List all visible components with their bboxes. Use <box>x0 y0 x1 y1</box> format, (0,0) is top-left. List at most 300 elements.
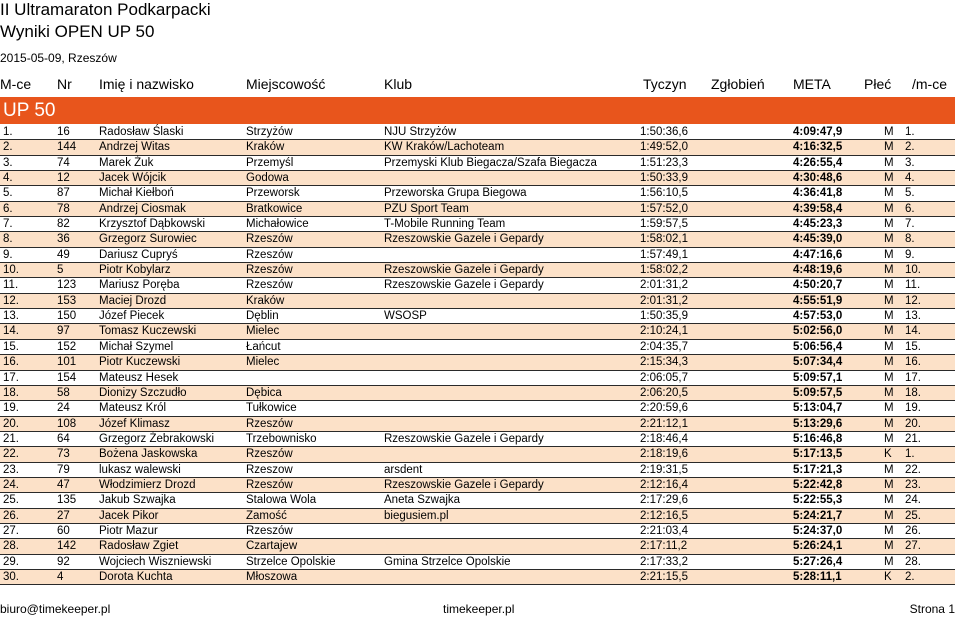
cell-tyczyn-time: 2:17:33,2 <box>640 555 688 568</box>
cell-tyczyn-time: 1:51:23,3 <box>640 156 688 169</box>
cell-gender-place: 6. <box>905 202 915 215</box>
cell-city: Trzebownisko <box>246 432 317 445</box>
cell-tyczyn-time: 2:04:35,7 <box>640 340 688 353</box>
cell-gender-place: 4. <box>905 172 915 185</box>
cell-city: Kraków <box>246 141 285 154</box>
table-row <box>0 493 955 508</box>
cell-place: 26. <box>3 509 19 522</box>
cell-finish-time: 5:24:37,0 <box>793 524 843 537</box>
cell-tyczyn-time: 2:06:05,7 <box>640 371 688 384</box>
cell-finish-time: 4:36:41,8 <box>793 187 843 200</box>
cell-city: Rzeszów <box>246 524 293 537</box>
cell-city: Dębica <box>246 386 282 399</box>
cell-gender: M <box>884 126 894 138</box>
footer-site: timekeeper.pl <box>443 602 515 616</box>
cell-gender: M <box>884 340 894 353</box>
cell-gender-place: 8. <box>905 233 915 246</box>
table-row <box>0 340 955 355</box>
cell-club: arsdent <box>384 463 423 476</box>
cell-tyczyn-time: 1:57:49,1 <box>640 248 688 261</box>
cell-finish-time: 4:45:39,0 <box>793 233 843 246</box>
category-label: UP 50 <box>3 100 56 121</box>
cell-city: Łańcut <box>246 340 281 353</box>
cell-gender: M <box>884 218 894 231</box>
cell-gender-place: 22. <box>905 463 921 476</box>
cell-finish-time: 5:17:21,3 <box>793 463 843 476</box>
cell-tyczyn-time: 2:21:12,1 <box>640 417 688 430</box>
cell-number: 82 <box>57 218 70 231</box>
col-header-tyczyn: Tyczyn <box>643 76 687 92</box>
cell-number: 92 <box>57 555 70 568</box>
cell-gender: M <box>884 233 894 246</box>
table-row <box>0 478 955 493</box>
cell-gender-place: 17. <box>905 371 921 384</box>
cell-gender-place: 5. <box>905 187 915 200</box>
cell-gender: M <box>884 264 894 277</box>
cell-club: NJU Strzyżów <box>384 126 457 138</box>
cell-number: 152 <box>57 340 77 353</box>
cell-number: 58 <box>57 386 70 399</box>
cell-gender-place: 11. <box>905 279 921 292</box>
table-row <box>0 278 955 293</box>
cell-finish-time: 5:09:57,1 <box>793 371 843 384</box>
cell-place: 2. <box>3 141 13 154</box>
cell-tyczyn-time: 2:15:34,3 <box>640 356 688 369</box>
cell-tyczyn-time: 1:50:36,6 <box>640 126 688 138</box>
cell-name: Radosław Zgiet <box>99 540 179 553</box>
cell-club: Rzeszowskie Gazele i Gepardy <box>384 279 544 292</box>
cell-gender-place: 21. <box>905 432 921 445</box>
table-row <box>0 125 955 140</box>
cell-gender-place: 20. <box>905 417 921 430</box>
cell-name: Jakub Szwajka <box>99 494 176 507</box>
cell-finish-time: 4:39:58,4 <box>793 202 843 215</box>
cell-city: Czartajew <box>246 540 298 553</box>
cell-finish-time: 5:02:56,0 <box>793 325 843 338</box>
cell-club: KW Kraków/Lachoteam <box>384 141 505 154</box>
cell-gender-place: 10. <box>905 264 921 277</box>
col-header-gender-place: /m-ce <box>912 76 947 92</box>
cell-name: Józef Piecek <box>99 310 165 323</box>
cell-name: Grzegorz Żebrakowski <box>99 432 215 445</box>
cell-place: 6. <box>3 202 13 215</box>
cell-tyczyn-time: 2:06:20,5 <box>640 386 688 399</box>
cell-number: 108 <box>57 417 77 430</box>
cell-gender-place: 28. <box>905 555 921 568</box>
cell-tyczyn-time: 2:10:24,1 <box>640 325 688 338</box>
cell-name: Dariusz Cupryś <box>99 248 178 261</box>
table-row <box>0 386 955 401</box>
cell-name: Wojciech Wiszniewski <box>99 555 212 568</box>
cell-number: 150 <box>57 310 77 323</box>
cell-name: Piotr Mazur <box>99 524 158 537</box>
cell-city: Michałowice <box>246 218 309 231</box>
cell-number: 78 <box>57 202 70 215</box>
cell-tyczyn-time: 1:58:02,2 <box>640 264 688 277</box>
cell-name: Jacek Pikor <box>99 509 159 522</box>
cell-number: 135 <box>57 494 77 507</box>
cell-city: Rzeszów <box>246 279 293 292</box>
cell-place: 5. <box>3 187 13 200</box>
cell-gender: M <box>884 141 894 154</box>
cell-tyczyn-time: 2:18:19,6 <box>640 448 688 461</box>
cell-name: Grzegorz Surowiec <box>99 233 197 246</box>
cell-gender: M <box>884 371 894 384</box>
cell-gender: M <box>884 310 894 323</box>
cell-city: Godowa <box>246 172 289 185</box>
cell-place: 19. <box>3 402 19 415</box>
table-row <box>0 171 955 186</box>
cell-gender-place: 19. <box>905 402 921 415</box>
cell-place: 25. <box>3 494 19 507</box>
cell-name: Józef Klimasz <box>99 417 170 430</box>
cell-number: 60 <box>57 524 70 537</box>
event-title: II Ultramaraton Podkarpacki <box>0 0 211 19</box>
table-row <box>0 140 955 155</box>
cell-city: Zamość <box>246 509 287 522</box>
cell-number: 36 <box>57 233 70 246</box>
cell-name: Radosław Ślaski <box>99 126 184 138</box>
cell-finish-time: 4:50:20,7 <box>793 279 843 292</box>
cell-place: 10. <box>3 264 19 277</box>
cell-city: Bratkowice <box>246 202 303 215</box>
cell-number: 49 <box>57 248 70 261</box>
table-row <box>0 355 955 370</box>
cell-gender: M <box>884 402 894 415</box>
cell-gender-place: 25. <box>905 509 921 522</box>
cell-gender-place: 1. <box>905 126 915 138</box>
cell-place: 12. <box>3 294 19 307</box>
cell-gender: M <box>884 494 894 507</box>
cell-name: Mateusz Król <box>99 402 167 415</box>
cell-tyczyn-time: 2:17:11,2 <box>640 540 688 553</box>
cell-number: 154 <box>57 371 77 384</box>
date-place: 2015-05-09, Rzeszów <box>0 51 117 65</box>
cell-city: Rzeszów <box>246 448 293 461</box>
col-header-meta: META <box>793 76 831 92</box>
table-row <box>0 570 955 585</box>
cell-place: 23. <box>3 463 19 476</box>
cell-name: Tomasz Kuczewski <box>99 325 197 338</box>
cell-number: 24 <box>57 402 70 415</box>
cell-gender-place: 23. <box>905 478 921 491</box>
cell-tyczyn-time: 1:58:02,1 <box>640 233 688 246</box>
cell-city: Młoszowa <box>246 570 298 583</box>
table-row <box>0 324 955 339</box>
cell-place: 28. <box>3 540 19 553</box>
cell-place: 24. <box>3 478 19 491</box>
cell-finish-time: 5:22:55,3 <box>793 494 843 507</box>
cell-gender: M <box>884 248 894 261</box>
cell-place: 11. <box>3 279 19 292</box>
cell-gender-place: 26. <box>905 524 921 537</box>
cell-gender: M <box>884 172 894 185</box>
cell-place: 29. <box>3 555 19 568</box>
cell-gender-place: 7. <box>905 218 915 231</box>
category-banner <box>0 97 955 124</box>
cell-place: 16. <box>3 356 19 369</box>
cell-name: Mariusz Poręba <box>99 279 180 292</box>
cell-name: Piotr Kobylarz <box>99 264 171 277</box>
cell-tyczyn-time: 2:19:31,5 <box>640 463 688 476</box>
col-header-gender: Płeć <box>864 76 892 92</box>
table-row <box>0 309 955 324</box>
cell-gender: M <box>884 202 894 215</box>
cell-place: 30. <box>3 570 19 583</box>
cell-tyczyn-time: 2:12:16,5 <box>640 509 688 522</box>
cell-gender: M <box>884 478 894 491</box>
cell-place: 13. <box>3 310 19 323</box>
cell-finish-time: 5:28:11,1 <box>793 570 842 583</box>
cell-finish-time: 4:48:19,6 <box>793 264 843 277</box>
cell-club: Rzeszowskie Gazele i Gepardy <box>384 264 544 277</box>
cell-tyczyn-time: 1:49:52,0 <box>640 141 688 154</box>
table-row <box>0 156 955 171</box>
cell-tyczyn-time: 1:56:10,5 <box>640 187 688 200</box>
cell-finish-time: 4:26:55,4 <box>793 156 843 169</box>
cell-tyczyn-time: 1:50:35,9 <box>640 310 688 323</box>
table-row <box>0 417 955 432</box>
cell-gender: M <box>884 187 894 200</box>
cell-number: 47 <box>57 478 70 491</box>
cell-name: Dionizy Szczudło <box>99 386 187 399</box>
cell-tyczyn-time: 2:18:46,4 <box>640 432 688 445</box>
col-header-zglobien: Zgłobień <box>711 76 765 92</box>
cell-place: 27. <box>3 524 19 537</box>
cell-club: Przemyski Klub Biegacza/Szafa Biegacza <box>384 156 597 169</box>
cell-name: Andrzej Ciosmak <box>99 202 186 215</box>
cell-gender-place: 2. <box>905 570 915 583</box>
cell-finish-time: 4:30:48,6 <box>793 172 843 185</box>
cell-number: 87 <box>57 187 70 200</box>
cell-club: WSOSP <box>384 310 427 323</box>
cell-tyczyn-time: 2:20:59,6 <box>640 402 688 415</box>
cell-gender: K <box>884 448 892 461</box>
cell-name: Jacek Wójcik <box>99 172 167 185</box>
cell-club: Przeworska Grupa Biegowa <box>384 187 527 200</box>
cell-city: Mielec <box>246 325 280 338</box>
cell-city: Rzeszów <box>246 478 293 491</box>
cell-city: Strzyżów <box>246 126 293 138</box>
footer-email: biuro@timekeeper.pl <box>0 602 111 616</box>
cell-gender-place: 27. <box>905 540 921 553</box>
cell-tyczyn-time: 2:01:31,2 <box>640 294 688 307</box>
table-row <box>0 463 955 478</box>
cell-city: Kraków <box>246 294 285 307</box>
cell-gender: M <box>884 432 894 445</box>
table-row <box>0 232 955 247</box>
cell-gender: M <box>884 356 894 369</box>
column-header-row <box>0 74 959 94</box>
cell-club: biegusiem.pl <box>384 509 449 522</box>
cell-gender-place: 2. <box>905 141 915 154</box>
cell-tyczyn-time: 2:12:16,4 <box>640 478 688 491</box>
cell-finish-time: 5:17:13,5 <box>793 448 843 461</box>
cell-tyczyn-time: 2:01:31,2 <box>640 279 688 292</box>
cell-finish-time: 5:22:42,8 <box>793 478 843 491</box>
footer-page-number: Strona 1 <box>909 602 955 616</box>
cell-city: Przemyśl <box>246 156 294 169</box>
cell-club: PZU Sport Team <box>384 202 469 215</box>
cell-club: Gmina Strzelce Opolskie <box>384 555 511 568</box>
cell-gender: M <box>884 540 894 553</box>
cell-number: 74 <box>57 156 70 169</box>
cell-city: Przeworsk <box>246 187 300 200</box>
col-header-city: Miejscowość <box>246 76 326 92</box>
cell-city: Dęblin <box>246 310 279 323</box>
cell-number: 27 <box>57 509 70 522</box>
cell-gender-place: 9. <box>905 248 915 261</box>
table-row <box>0 263 955 278</box>
cell-finish-time: 4:57:53,0 <box>793 310 843 323</box>
cell-gender-place: 14. <box>905 325 921 338</box>
cell-gender-place: 13. <box>905 310 921 323</box>
cell-gender: M <box>884 555 894 568</box>
cell-number: 142 <box>57 540 77 553</box>
cell-club: Rzeszowskie Gazele i Gepardy <box>384 233 544 246</box>
table-row <box>0 217 955 232</box>
cell-tyczyn-time: 1:59:57,5 <box>640 218 688 231</box>
cell-gender-place: 15. <box>905 340 921 353</box>
cell-club: T-Mobile Running Team <box>384 218 506 231</box>
cell-club: Rzeszowskie Gazele i Gepardy <box>384 478 544 491</box>
cell-number: 123 <box>57 279 77 292</box>
cell-name: Krzysztof Dąbkowski <box>99 218 206 231</box>
col-header-place: M-ce <box>0 76 32 92</box>
cell-place: 7. <box>3 218 13 231</box>
cell-place: 8. <box>3 233 13 246</box>
cell-finish-time: 5:07:34,4 <box>793 356 843 369</box>
cell-club: Aneta Szwajka <box>384 494 461 507</box>
cell-number: 5 <box>57 264 64 277</box>
cell-place: 14. <box>3 325 19 338</box>
table-row <box>0 539 955 554</box>
cell-gender-place: 18. <box>905 386 921 399</box>
cell-name: lukasz walewski <box>99 463 181 476</box>
cell-name: Mateusz Hesek <box>99 371 179 384</box>
cell-city: Rzeszów <box>246 233 293 246</box>
cell-number: 153 <box>57 294 77 307</box>
cell-tyczyn-time: 1:57:52,0 <box>640 202 688 215</box>
cell-gender: M <box>884 417 894 430</box>
cell-gender-place: 12. <box>905 294 921 307</box>
cell-name: Dorota Kuchta <box>99 570 173 583</box>
cell-gender: M <box>884 463 894 476</box>
cell-number: 16 <box>57 126 70 138</box>
cell-number: 12 <box>57 172 70 185</box>
cell-tyczyn-time: 2:21:15,5 <box>640 570 688 583</box>
table-row <box>0 371 955 386</box>
cell-place: 9. <box>3 248 13 261</box>
cell-gender: M <box>884 279 894 292</box>
page-footer <box>0 601 959 617</box>
cell-gender-place: 1. <box>905 448 915 461</box>
cell-city: Rzeszow <box>246 463 293 476</box>
cell-gender: M <box>884 294 894 307</box>
results-subtitle: Wyniki OPEN UP 50 <box>0 22 155 41</box>
cell-place: 3. <box>3 156 13 169</box>
cell-finish-time: 4:55:51,9 <box>793 294 843 307</box>
cell-place: 22. <box>3 448 19 461</box>
cell-finish-time: 4:45:23,3 <box>793 218 843 231</box>
cell-place: 4. <box>3 172 13 185</box>
cell-name: Bożena Jaskowska <box>99 448 198 461</box>
cell-number: 4 <box>57 570 64 583</box>
cell-gender: K <box>884 570 892 583</box>
cell-name: Piotr Kuczewski <box>99 356 181 369</box>
table-row <box>0 202 955 217</box>
table-row <box>0 432 955 447</box>
cell-place: 18. <box>3 386 19 399</box>
cell-finish-time: 5:24:21,7 <box>793 509 843 522</box>
cell-number: 64 <box>57 432 70 445</box>
cell-gender-place: 24. <box>905 494 921 507</box>
cell-gender: M <box>884 156 894 169</box>
cell-gender: M <box>884 386 894 399</box>
results-table <box>0 125 955 585</box>
col-header-club: Klub <box>384 76 413 92</box>
cell-name: Maciej Drozd <box>99 294 167 307</box>
cell-city: Rzeszów <box>246 417 293 430</box>
cell-place: 1. <box>3 126 13 138</box>
table-row <box>0 186 955 201</box>
col-header-name: Imię i nazwisko <box>99 76 194 92</box>
cell-number: 101 <box>57 356 77 369</box>
table-row <box>0 524 955 539</box>
cell-tyczyn-time: 1:50:33,9 <box>640 172 688 185</box>
cell-number: 79 <box>57 463 70 476</box>
table-row <box>0 401 955 416</box>
cell-city: Strzelce Opolskie <box>246 555 336 568</box>
cell-finish-time: 5:27:26,4 <box>793 555 843 568</box>
col-header-number: Nr <box>57 76 72 92</box>
table-row <box>0 248 955 263</box>
cell-city: Rzeszów <box>246 264 293 277</box>
table-row <box>0 509 955 524</box>
cell-gender: M <box>884 524 894 537</box>
cell-finish-time: 5:13:29,6 <box>793 417 843 430</box>
cell-tyczyn-time: 2:17:29,6 <box>640 494 688 507</box>
cell-finish-time: 4:09:47,9 <box>793 126 843 138</box>
cell-city: Rzeszów <box>246 248 293 261</box>
cell-club: Rzeszowskie Gazele i Gepardy <box>384 432 544 445</box>
cell-finish-time: 5:09:57,5 <box>793 386 843 399</box>
cell-place: 15. <box>3 340 19 353</box>
table-row <box>0 294 955 309</box>
cell-finish-time: 4:16:32,5 <box>793 141 843 154</box>
cell-number: 97 <box>57 325 70 338</box>
cell-number: 73 <box>57 448 70 461</box>
cell-finish-time: 4:47:16,6 <box>793 248 843 261</box>
cell-city: Mielec <box>246 356 280 369</box>
cell-name: Michał Kiełboń <box>99 187 174 200</box>
cell-finish-time: 5:26:24,1 <box>793 540 843 553</box>
cell-place: 17. <box>3 371 19 384</box>
cell-tyczyn-time: 2:21:03,4 <box>640 524 688 537</box>
cell-finish-time: 5:13:04,7 <box>793 402 843 415</box>
cell-place: 20. <box>3 417 19 430</box>
cell-number: 144 <box>57 141 77 154</box>
cell-name: Michał Szymel <box>99 340 174 353</box>
cell-city: Tułkowice <box>246 402 297 415</box>
cell-name: Włodzimierz Drozd <box>99 478 196 491</box>
cell-gender: M <box>884 325 894 338</box>
cell-name: Andrzej Witas <box>99 141 170 154</box>
cell-gender-place: 3. <box>905 156 915 169</box>
cell-gender-place: 16. <box>905 356 921 369</box>
cell-finish-time: 5:06:56,4 <box>793 340 843 353</box>
cell-place: 21. <box>3 432 19 445</box>
